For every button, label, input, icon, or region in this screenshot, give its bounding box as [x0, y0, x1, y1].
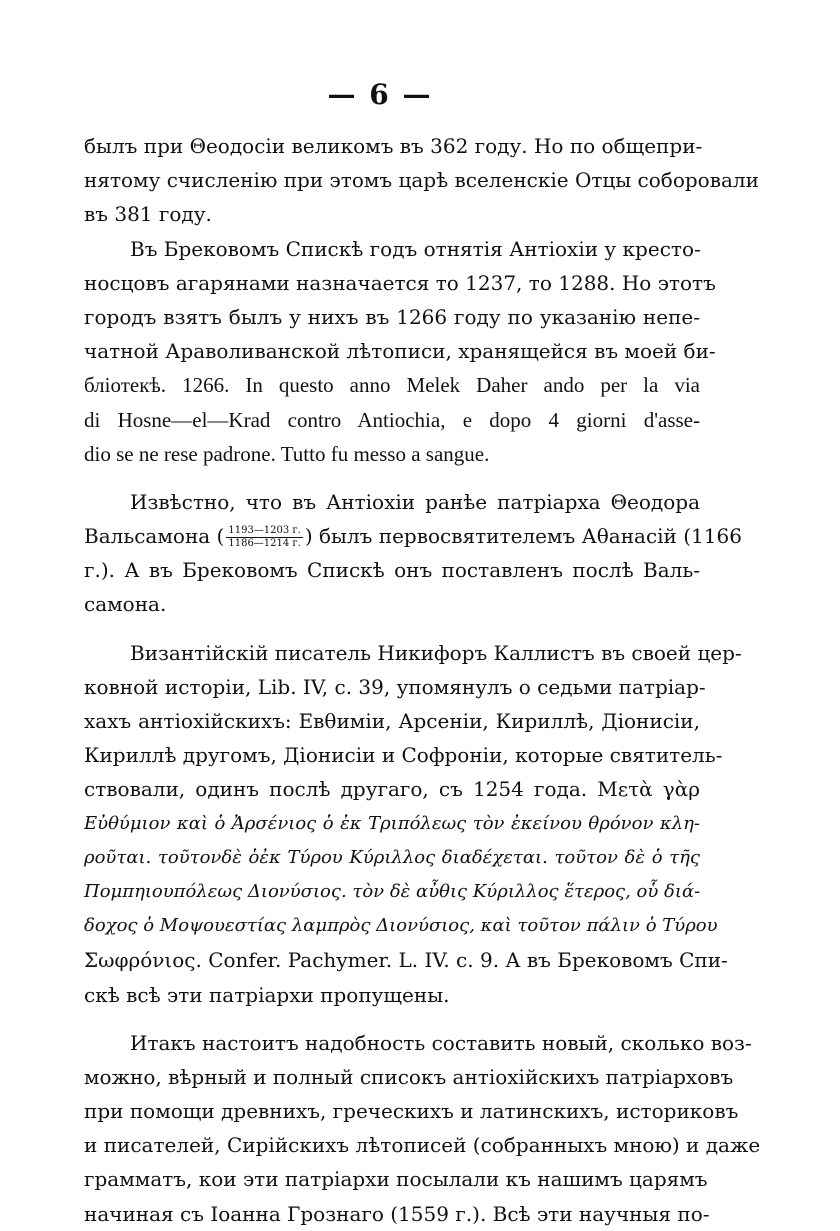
greek-text-line: Πομπηιουπόλεως Διονύσιος. τὸν δὲ αὖθις Κύριλλος ἕτερος, οὗ διά-: [84, 880, 701, 902]
text-line: бліотекѣ. 1266. In questo anno Melek Daher ando per la via: [84, 373, 700, 398]
greek-text-line: δοχος ὁ Μοψουεστίας λαμπρὸς Διονύσιος, καὶ τοῦτον πάλιν ὁ Τύρου: [84, 915, 718, 937]
text-span: ) былъ первосвятителемъ Аθанасій (1166: [304, 524, 742, 549]
text-line: и писателей, Сирійскихъ лѣтописей (собранныхъ мною) и даже: [84, 1133, 761, 1158]
fraction-bottom: 1186—1214 г.: [228, 538, 301, 550]
paragraph-5: [84, 1026, 761, 1231]
paragraph-gap: [84, 622, 700, 636]
text-line: [84, 519, 742, 553]
paragraph-1: [84, 129, 759, 232]
fraction-top: 1193—1203 г.: [228, 525, 301, 537]
paragraph-gap: [84, 471, 700, 485]
text-line: былъ при Θеодосіи великомъ въ 362 году. Но по общепри-: [84, 134, 703, 158]
text-line: dio se ne rese padrone. Tutto fu messo a sangue.: [84, 441, 490, 466]
paragraph-3: [84, 485, 742, 622]
text-line: чатной Араволиванской лѣтописи, хранящейся въ моей би-: [84, 339, 716, 364]
text-line: Византійскій писатель Никифоръ Каллистъ въ своей цер-: [130, 640, 742, 665]
body-text: [84, 129, 761, 1231]
line-segment: [84, 519, 742, 553]
greek-text-line: Εὐθύμιον καὶ ὁ Ἀρσένιος ὁ ἐκ Τριπόλεως τὸν ἐκείνου θρόνον κλη-: [84, 812, 700, 834]
text-span: Вальсамона (: [84, 524, 225, 549]
text-line: Извѣстно, что въ Антіохіи ранѣе патріарха Θеодора: [130, 489, 700, 514]
greek-text-line: ροῦται. τοῦτονδὲ ὁἐκ Τύρου Κύριλλος διαδέχεται. τοῦτον δὲ ὁ τῆς: [84, 846, 700, 868]
text-line: при помощи древнихъ, греческихъ и латинскихъ, историковъ: [84, 1099, 739, 1124]
text-line: начиная съ Іоанна Грознаго (1559 г.). Всѣ эти научныя по-: [84, 1201, 710, 1226]
text-line: городъ взятъ былъ у нихъ въ 1266 году по указанію непе-: [84, 304, 700, 329]
paragraph-gap: [84, 1012, 700, 1026]
date-fraction: [226, 525, 303, 550]
text-line: ковной исторіи, Lib. IV, c. 39, упомянулъ о седьми патріар-: [84, 674, 706, 699]
text-line: Итакъ настоитъ надобность составить новый, сколько воз-: [130, 1030, 752, 1055]
text-line: г.). А въ Брековомъ Спискѣ онъ поставленъ послѣ Валь-: [84, 558, 700, 583]
text-line: въ 381 году.: [84, 202, 212, 227]
text-line: хахъ антіохійскихъ: Евθиміи, Арсеніи, Кириллѣ, Діонисіи,: [84, 709, 700, 733]
text-line: Кириллѣ другомъ, Діонисіи и Софроніи, которые святитель-: [84, 743, 723, 768]
text-line: грамматъ, кои эти патріархи посылали къ нашимъ царямъ: [84, 1167, 708, 1192]
text-line: ствовали, одинъ послѣ другаго, съ 1254 года. Μετὰ γὰρ: [84, 777, 700, 802]
text-line: можно, вѣрный и полный списокъ антіохійскихъ патріарховъ: [84, 1064, 734, 1089]
text-line: носцовъ агарянами назначается то 1237, то 1288. Но этотъ: [84, 270, 716, 295]
text-line: самона.: [84, 592, 167, 617]
text-line: нятому счисленію при этомъ царѣ вселенскіе Отцы соборовали: [84, 168, 759, 193]
paragraph-4: [84, 636, 742, 1012]
text-line: скѣ всѣ эти патріархи пропущены.: [84, 982, 450, 1007]
text-line: Въ Брековомъ Спискѣ годъ отнятія Антіохіи у кресто-: [130, 236, 701, 261]
page-number: — 6 —: [327, 78, 433, 111]
text-line: Σωφρόνιος. Confer. Pachymer. L. IV. c. 9. А въ Брековомъ Спи-: [84, 948, 728, 973]
paragraph-2: [84, 232, 716, 471]
text-line: di Hosne—el—Krad contro Antiochia, e dopo 4 giorni d'asse-: [84, 407, 700, 432]
